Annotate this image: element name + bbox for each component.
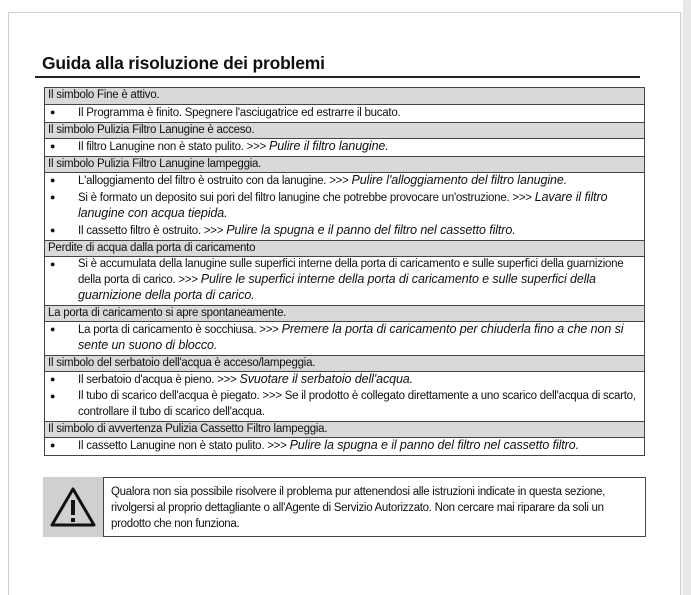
item-text [78,173,641,189]
bullet-icon: ● [50,175,56,185]
item-text [78,190,641,222]
item-text [78,139,641,155]
item-text [78,322,641,354]
bullet-icon: ● [50,192,56,202]
viewer-scroll-gutter [683,0,691,595]
bullet-icon: ● [50,225,56,235]
cause-text: La porta di caricamento è socchiusa. >>> [78,324,282,336]
item-text [78,257,641,304]
remedy-text: Pulire la spugna e il panno del filtro nel cassetto filtro. [289,438,579,452]
remedy-text: Svuotare il serbatoio dell'acqua. [239,372,414,386]
bullet-icon: ● [50,324,56,334]
troubleshooting-table [44,87,645,456]
section-heading: Il simbolo Pulizia Filtro Lanugine lampeggia. [45,156,644,172]
cause-text: Il Programma è finito. Spegnere l'asciugatrice ed estrarre il bucato. [78,107,401,119]
section-heading: Perdite di acqua dalla porta di caricamento [45,240,644,256]
warning-icon-box [43,477,103,537]
list-item [45,371,644,389]
item-text [78,438,641,454]
list-item [45,389,644,421]
warning-text: Qualora non sia possibile risolvere il problema pur attenendosi alle istruzioni indicate in questa sezione, rivolgersi al proprio dettagliante o all'Agente di Servizio Autorizzato. Non cercare mai riparare da soli un prodotto che non funziona. [103,477,646,537]
list-item [45,104,644,122]
list-item [45,321,644,355]
bullet-icon: ● [50,391,56,401]
bullet-icon: ● [50,141,56,151]
bullet-icon: ● [50,259,56,269]
section-heading: Il simbolo di avvertenza Pulizia Cassetto Filtro lampeggia. [45,421,644,437]
section-heading: Il simbolo Fine è attivo. [45,88,644,104]
bullet-icon: ● [50,440,56,450]
remedy-text: Pulire la spugna e il panno del filtro nel cassetto filtro. [226,223,516,237]
list-item [45,223,644,240]
cause-text: L'alloggiamento del filtro è ostruito con da lanugine. >>> [78,175,352,187]
remedy-text: Pulire il filtro lanugine. [268,139,389,153]
page-title: Guida alla risoluzione dei problemi [42,53,325,73]
remedy-text: Pulire le superfici interne della porta di caricamento e sulle superfici della guarnizione della porta di carico. [78,272,596,302]
cause-text: Il tubo di scarico dell'acqua è piegato. >>> Se il prodotto è collegato direttamente a uno scarico dell'acqua di scarto, controllare il tubo di scarico dell'acqua. [78,390,636,418]
cause-text: Il serbatoio d'acqua è pieno. >>> [78,374,240,386]
item-text [78,105,641,121]
remedy-text: Lavare il filtro lanugine con acqua tiepida. [78,190,608,220]
section-heading: La porta di caricamento si apre spontaneamente. [45,305,644,321]
section-heading: Il simbolo Pulizia Filtro Lanugine è acceso. [45,122,644,138]
remedy-text: Pulire l'alloggiamento del filtro lanugine. [351,173,568,187]
item-text [78,223,641,239]
section-heading: Il simbolo del serbatoio dell'acqua è acceso/lampeggia. [45,355,644,371]
list-item [45,190,644,223]
warning-notice [43,477,646,537]
warning-triangle-icon [50,486,96,528]
list-item [45,256,644,305]
title-bar [35,44,640,78]
list-item [45,437,644,455]
item-text [78,372,641,388]
bullet-icon: ● [50,374,56,384]
list-item [45,138,644,156]
cause-text: Il filtro Lanugine non è stato pulito. >>> [78,141,269,153]
list-item [45,172,644,190]
cause-text: Si è formato un deposito sui pori del filtro lanugine che potrebbe provocare un'ostruzione. >>> [78,192,535,204]
cause-text: Il cassetto filtro è ostruito. >>> [78,225,227,237]
remedy-text: Premere la porta di caricamento per chiuderla fino a che non si sente un suono di blocco. [78,322,624,352]
cause-text: Si è accumulata della lanugine sulle superfici interne della porta di caricamento e sulle superfici della guarnizione della porta di carico. >>> [78,258,624,286]
item-text [78,389,641,420]
cause-text: Il cassetto Lanugine non è stato pulito. >>> [78,440,290,452]
bullet-icon: ● [50,107,56,117]
